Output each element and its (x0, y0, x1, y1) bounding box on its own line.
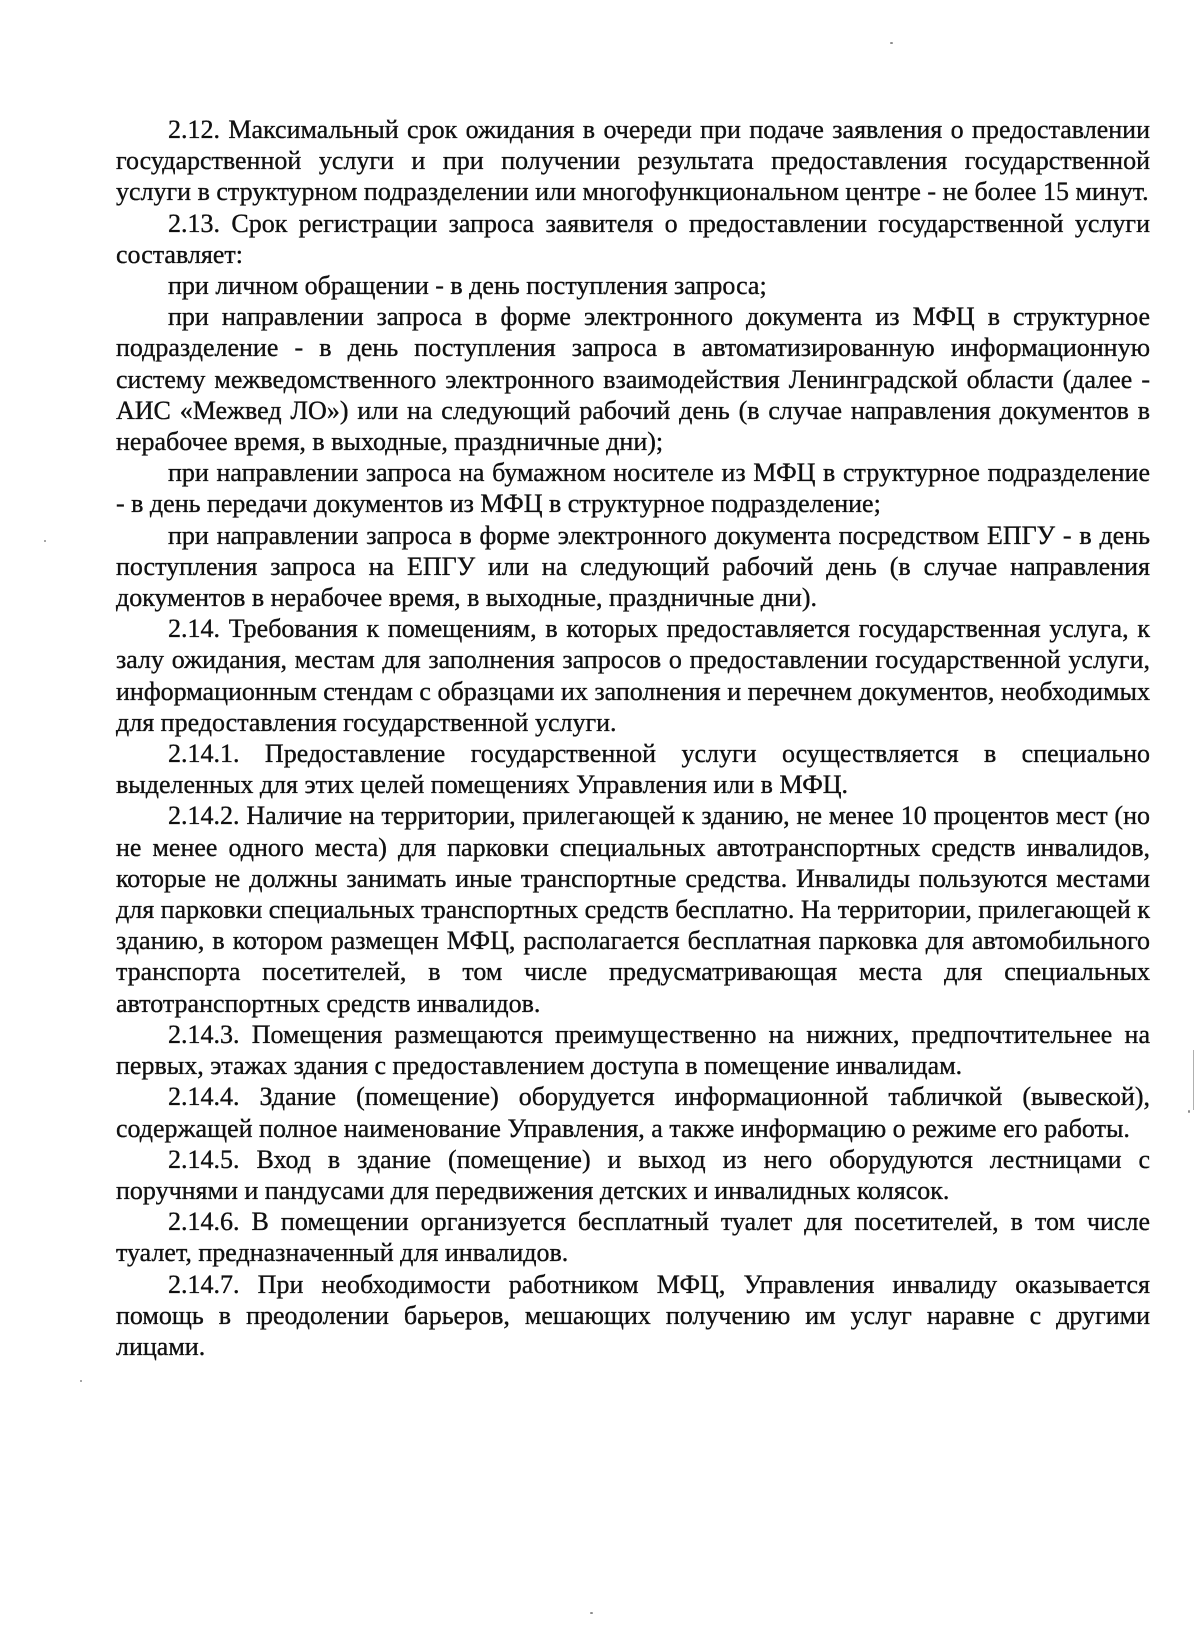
paragraph-2-13-paper-mfc: при направлении запроса на бумажном носителе из МФЦ в структурное подразделение - в день передачи документов из МФЦ в структурное подразделение; (116, 458, 1150, 519)
paragraph-2-13-personal: при личном обращении - в день поступления запроса; (168, 271, 767, 301)
paragraph-2-14-6: 2.14.6. В помещении организуется бесплатный туалет для посетителей, в том числе туалет, предназначенный для инвалидов. (116, 1207, 1150, 1268)
paragraph-2-14-2: 2.14.2. Наличие на территории, прилегающей к зданию, не менее 10 процентов мест (но не менее одного места) для парковки специальных автотранспортных средств инвалидов, которые не должны занимать иные транспортные средства. Инвалиды пользуются местами для парковки специальных транспортных средств бесплатно. На территории, прилегающей к зданию, в котором размещен МФЦ, располагается бесплатная парковка для автомобильного транспорта посетителей, в том числе предусматривающая места для специальных автотранспортных средств инвалидов. (116, 801, 1150, 1018)
paragraph-2-13: 2.13. Срок регистрации запроса заявителя о предоставлении государственной услуги составляет: (116, 208, 1150, 269)
paragraph-2-13-electronic-mfc: при направлении запроса в форме электронного документа из МФЦ в структурное подразделение - в день поступления запроса в автоматизированную информационную систему межведомственного электронного взаимодействия Ленинградской области (далее - АИС «Межвед ЛО») или на следующий рабочий день (в случае направления документов в нерабочее время, в выходные, праздничные дни); (116, 302, 1150, 457)
paragraph-2-14-1: 2.14.1. Предоставление государственной услуги осуществляется в специально выделенных для этих целей помещениях Управления или в МФЦ. (116, 739, 1150, 800)
paragraph-2-13-epgu: при направлении запроса в форме электронного документа посредством ЕПГУ - в день поступления запроса на ЕПГУ или на следующий рабочий день (в случае направления документов в нерабочее время, в выходные, праздничные дни). (116, 520, 1150, 613)
scan-speck (890, 42, 893, 44)
scan-speck (80, 1380, 82, 1382)
paragraph-2-12: 2.12. Максимальный срок ожидания в очереди при подаче заявления о предоставлении государственной услуги и при получении результата предоставления государственной услуги в структурном подразделении или многофункциональном центре - не более 15 минут. (116, 115, 1150, 207)
paragraph-2-14: 2.14. Требования к помещениям, в которых предоставляется государственная услуга, к залу ожидания, местам для заполнения запросов о предоставлении государственной услуги, информационным стендам с образцами их заполнения и перечнем документов, необходимых для предоставления государственной услуги. (116, 614, 1150, 737)
scan-speck (44, 540, 46, 542)
paragraph-2-14-3: 2.14.3. Помещения размещаются преимущественно на нижних, предпочтительнее на первых, этажах здания с предоставлением доступа в помещение инвалидам. (116, 1019, 1150, 1081)
paragraph-2-14-4: 2.14.4. Здание (помещение) оборудуется информационной табличкой (вывеской), содержащей полное наименование Управления, а также информацию о режиме его работы. (116, 1082, 1150, 1143)
scan-edge-mark (1193, 1050, 1194, 1110)
paragraph-2-14-5: 2.14.5. Вход в здание (помещение) и выход из него оборудуются лестницами с поручнями и пандусами для передвижения детских и инвалидных колясок. (116, 1144, 1150, 1205)
document-body (116, 114, 1150, 1362)
scan-speck (1188, 1110, 1190, 1113)
paragraph-2-14-7: 2.14.7. При необходимости работником МФЦ, Управления инвалиду оказывается помощь в преодолении барьеров, мешающих получению им услуг наравне с другими лицами. (116, 1269, 1150, 1361)
scan-speck (590, 1612, 593, 1614)
